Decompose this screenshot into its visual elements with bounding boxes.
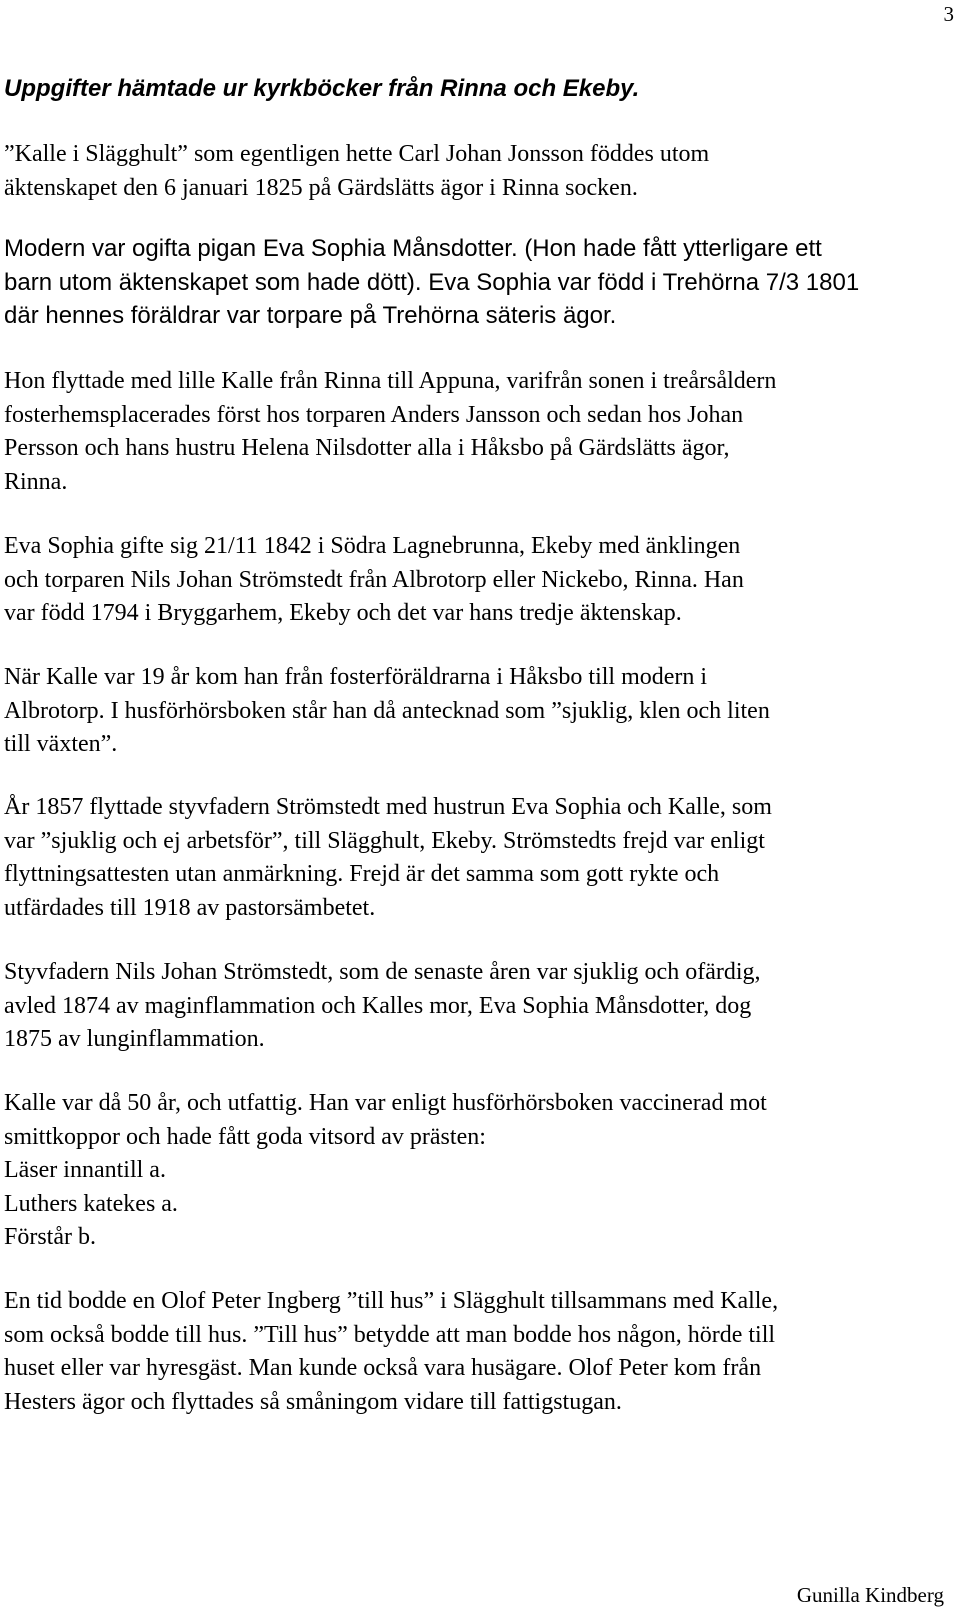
author-signature: Gunilla Kindberg xyxy=(796,1583,944,1607)
text-line: fosterhemsplacerades först hos torparen Anders Jansson och sedan hos Johan xyxy=(4,401,744,428)
text-line: och torparen Nils Johan Strömstedt från Albrotorp eller Nickebo, Rinna. Han xyxy=(4,566,744,593)
page-number: 3 xyxy=(943,2,954,26)
text-line: Modern var ogifta pigan Eva Sophia Månsdotter. (Hon hade fått ytterligare ett xyxy=(4,235,822,262)
text-line: År 1857 flyttade styvfadern Strömstedt med hustrun Eva Sophia och Kalle, som xyxy=(4,794,772,820)
text-line: Styvfadern Nils Johan Strömstedt, som de senaste åren var sjuklig och ofärdig, xyxy=(4,959,761,985)
text-line: där hennes föräldrar var torpare på Trehörna säteris ägor. xyxy=(4,302,617,329)
text-line: Luthers katekes a. xyxy=(4,1190,178,1217)
paragraph-mother xyxy=(4,232,954,333)
text-line: Kalle var då 50 år, och utfattig. Han var enligt husförhörsboken vaccinerad mot xyxy=(4,1090,767,1116)
paragraph-foster-home xyxy=(4,365,954,499)
text-line: Eva Sophia gifte sig 21/11 1842 i Södra Lagnebrunna, Ekeby med änklingen xyxy=(4,533,741,559)
text-line: flyttningsattesten utan anmärkning. Frejd är det samma som gott rykte och xyxy=(4,861,720,887)
paragraph-catechism xyxy=(4,1087,954,1255)
text-line: Albrotorp. I husförhörsboken står han då antecknad som ”sjuklig, klen och liten xyxy=(4,697,770,724)
text-line: avled 1874 av maginflammation och Kalles mor, Eva Sophia Månsdotter, dog xyxy=(4,992,752,1019)
paragraph-ingberg xyxy=(4,1285,954,1419)
page-title: Uppgifter hämtade ur kyrkböcker från Rinna och Ekeby. xyxy=(4,75,640,102)
text-line: När Kalle var 19 år kom han från fosterföräldrarna i Håksbo till modern i xyxy=(4,664,708,690)
paragraph-move-1857 xyxy=(4,791,954,925)
paragraph-birth xyxy=(4,138,954,205)
text-line: En tid bodde en Olof Peter Ingberg ”till hus” i Slägghult tillsammans med Kalle, xyxy=(4,1288,779,1314)
text-line: Förstår b. xyxy=(4,1224,96,1250)
text-line: Rinna. xyxy=(4,468,68,495)
text-line: smittkoppor och hade fått goda vitsord av prästen: xyxy=(4,1123,486,1150)
text-line: Persson och hans hustru Helena Nilsdotter alla i Håksbo på Gärdslätts ägor, xyxy=(4,435,730,461)
text-line: Hesters ägor och flyttades så småningom vidare till fattigstugan. xyxy=(4,1388,622,1415)
text-line: utfärdades till 1918 av pastorsämbetet. xyxy=(4,894,376,921)
text-line: var född 1794 i Bryggarhem, Ekeby och det var hans tredje äktenskap. xyxy=(4,600,682,626)
text-line: barn utom äktenskapet som hade dött). Eva Sophia var född i Trehörna 7/3 1801 xyxy=(4,268,860,296)
text-line: som också bodde till hus. ”Till hus” betydde att man bodde hos någon, hörde till xyxy=(4,1321,776,1348)
text-line: Läser innantill a. xyxy=(4,1157,166,1183)
paragraph-return xyxy=(4,661,954,762)
text-line: ”Kalle i Slägghult” som egentligen hette Carl Johan Jonsson föddes utom xyxy=(4,141,710,167)
text-line: 1875 av lunginflammation. xyxy=(4,1026,265,1052)
text-line: var ”sjuklig och ej arbetsför”, till Slägghult, Ekeby. Strömstedts frejd var enligt xyxy=(4,827,765,854)
paragraph-marriage xyxy=(4,530,954,631)
text-line: till växten”. xyxy=(4,731,118,757)
paragraph-deaths xyxy=(4,956,954,1057)
text-line: äktenskapet den 6 januari 1825 på Gärdslätts ägor i Rinna socken. xyxy=(4,174,638,201)
text-line: huset eller var hyresgäst. Man kunde också vara husägare. Olof Peter kom från xyxy=(4,1355,762,1381)
text-line: Hon flyttade med lille Kalle från Rinna till Appuna, varifrån sonen i treårsåldern xyxy=(4,368,777,394)
